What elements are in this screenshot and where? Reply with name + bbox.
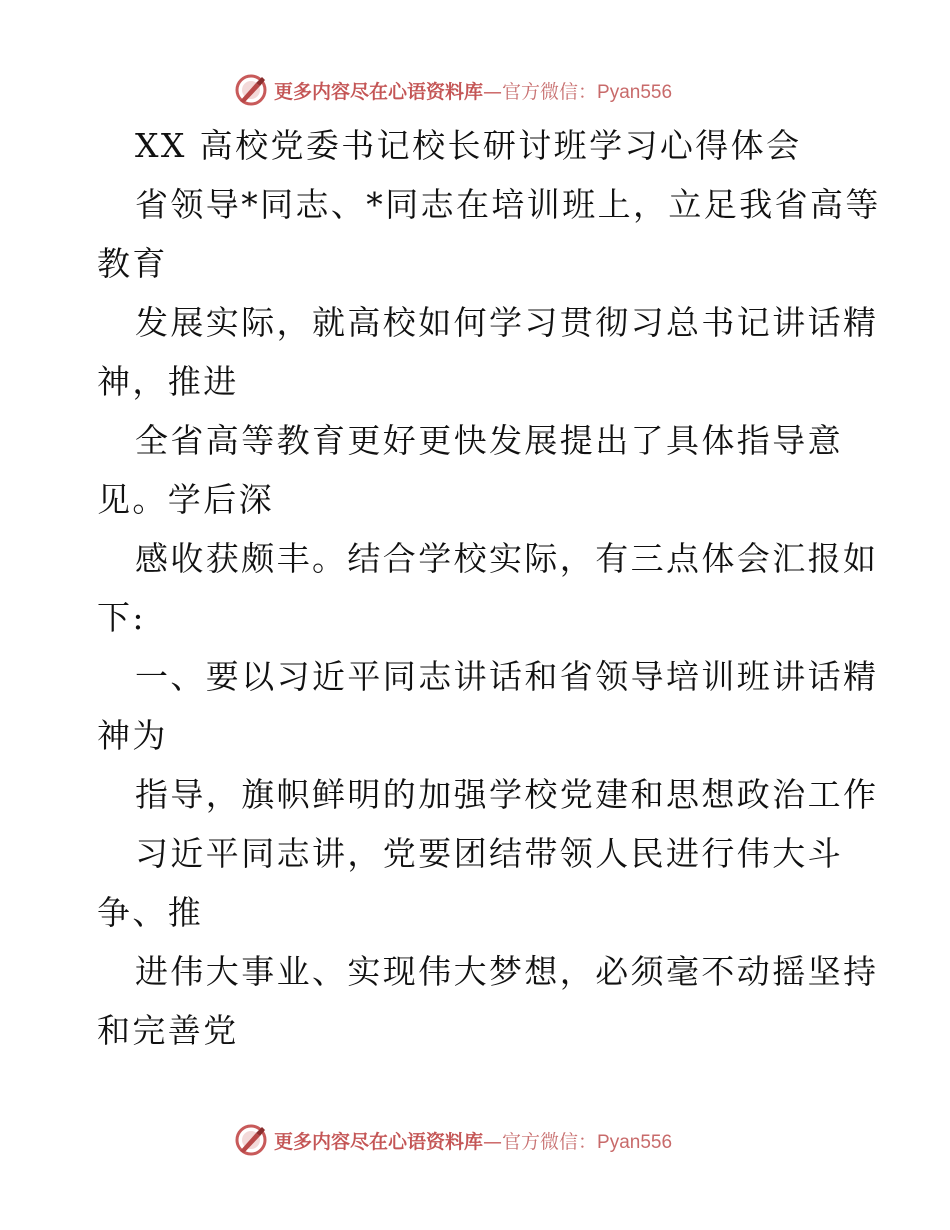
paragraph-line: 神，推进: [97, 362, 239, 401]
paragraph-line: 下:: [97, 598, 146, 637]
paragraph-line: 全省高等教育更好更快发展提出了具体指导意: [135, 421, 843, 460]
paragraph-line: 省领导*同志、*同志在培训班上，立足我省高等: [135, 185, 881, 224]
paragraph-line: 和完善党: [97, 1011, 239, 1050]
watermark-sub-text: 官方微信：: [502, 1130, 598, 1153]
watermark-text: [274, 77, 672, 104]
document-title: XX 高校党委书记校长研讨班学习心得体会: [135, 126, 802, 165]
paragraph-line: 争、推: [97, 893, 204, 932]
watermark-main-text: 更多内容尽在心语资料库: [274, 1130, 484, 1153]
watermark-handle: Pyan556: [597, 1131, 673, 1153]
watermark-text: [274, 1127, 672, 1154]
watermark-sub-text: 官方微信：: [502, 80, 598, 103]
watermark-dash: —: [483, 1130, 503, 1153]
watermark-main-text: 更多内容尽在心语资料库: [274, 80, 484, 103]
section-heading-line: 神为: [97, 716, 168, 755]
paragraph-line: 教育: [97, 244, 168, 283]
pen-logo-icon: [234, 73, 268, 107]
watermark-dash: —: [483, 80, 503, 103]
section-heading-line: 一、要以习近平同志讲话和省领导培训班讲话精: [135, 657, 879, 696]
pen-logo-icon: [234, 1123, 268, 1157]
footer-watermark-banner: [0, 1120, 950, 1160]
paragraph-line: 进伟大事业、实现伟大梦想，必须毫不动摇坚持: [135, 952, 879, 991]
paragraph-line: 见。学后深: [97, 480, 274, 519]
watermark-handle: Pyan556: [597, 81, 673, 103]
paragraph-line: 习近平同志讲，党要团结带领人民进行伟大斗: [135, 834, 843, 873]
header-watermark-banner: [0, 70, 950, 110]
paragraph-line: 发展实际，就高校如何学习贯彻习总书记讲话精: [135, 303, 879, 342]
paragraph-line: 感收获颇丰。结合学校实际，有三点体会汇报如: [135, 539, 879, 578]
section-heading-line: 指导，旗帜鲜明的加强学校党建和思想政治工作: [135, 775, 879, 814]
